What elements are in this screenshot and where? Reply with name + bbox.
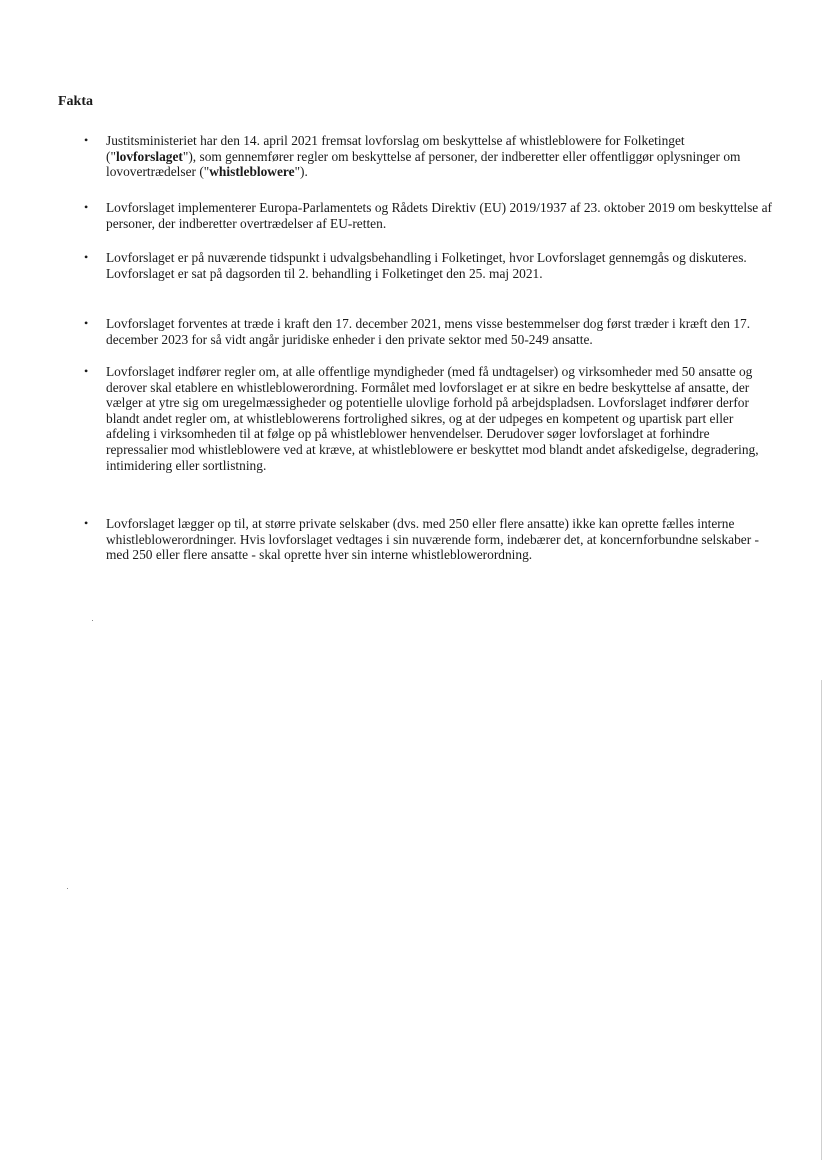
- fact-text-part: Justitsministeriet har den 14. april 2021 fremsat lovforslag om beskyttelse af whistleblowere for Folketinget (": [106, 133, 685, 164]
- bullet-icon: •: [84, 516, 89, 530]
- bullet-icon: •: [84, 133, 89, 147]
- bullet-icon: •: [84, 316, 89, 330]
- scan-edge-line: [821, 680, 822, 1160]
- fact-text: Lovforslaget forventes at træde i kraft den 17. december 2021, mens visse bestemmelser dog først træder i kræft den 17. december 2023 for så vidt angår juridiske enheder i den private sektor med 50-249 ansatte.: [106, 316, 751, 347]
- section-heading: Fakta: [58, 94, 93, 109]
- fact-text: Lovforslaget er på nuværende tidspunkt i udvalgsbehandling i Folketinget, hvor Lovforslaget gennemgås og diskuteres. Lovforslaget er sat på dagsorden til 2. behandling i Folketinget den 25. maj 2021.: [106, 250, 747, 281]
- fact-text-part: ").: [294, 164, 308, 180]
- fact-item: [84, 250, 774, 281]
- fact-item: [84, 516, 774, 563]
- bullet-icon: •: [84, 250, 89, 264]
- fact-item: [84, 364, 774, 473]
- defined-term: lovforslaget: [115, 148, 183, 164]
- fact-text: Lovforslaget lægger op til, at større private selskaber (dvs. med 250 eller flere ansatte) ikke kan oprette fælles interne whistleblowerordninger. Hvis lovforslaget vedtages i sin nuværende form, indebærer det, at koncernforbundne selskaber - med 250 eller flere ansatte - skal oprette hver sin interne whistleblowerordning.: [106, 516, 759, 563]
- bullet-icon: •: [84, 200, 89, 214]
- bullet-icon: •: [84, 364, 89, 378]
- fact-text: [106, 133, 774, 180]
- fact-text-part: "), som gennemfører regler om beskyttelse af personer, der indberetter eller offentliggør oplysninger om lovovertrædelser (": [106, 148, 741, 180]
- scan-speck: [92, 620, 93, 621]
- fact-text: Lovforslaget implementerer Europa-Parlamentets og Rådets Direktiv (EU) 2019/1937 af 23. oktober 2019 om beskyttelse af personer, der indberetter overtrædelser af EU-retten.: [106, 200, 773, 231]
- fact-text: Lovforslaget indfører regler om, at alle offentlige myndigheder (med få undtagelser) og virksomheder med 50 ansatte og derover skal etablere en whistleblowerordning. Formålet med lovforslaget er at sikre en bedre beskyttelse af ansatte, der vælger at ytre sig om uregelmæssigheder og potentielle ulovlige forhold på arbejdspladsen. Lovforslaget indfører derfor blandt andet regler om, at whistleblowerens fortrolighed sikres, og at der udpeges en kompetent og upartisk part eller afdeling i virksomheden til at følge op på whistleblower henvendelser. Derudover søger lovforslaget at forhindre repressalier mod whistleblowere ved at kræve, at whistleblowere er beskyttet mod blandt andet afskedigelse, degradering, intimidering eller sortlistning.: [106, 364, 759, 473]
- defined-term: whistleblowere: [209, 164, 295, 180]
- fact-item: [84, 133, 774, 180]
- fact-item: [84, 200, 774, 231]
- fact-item: [84, 316, 774, 347]
- scan-speck: [67, 888, 68, 889]
